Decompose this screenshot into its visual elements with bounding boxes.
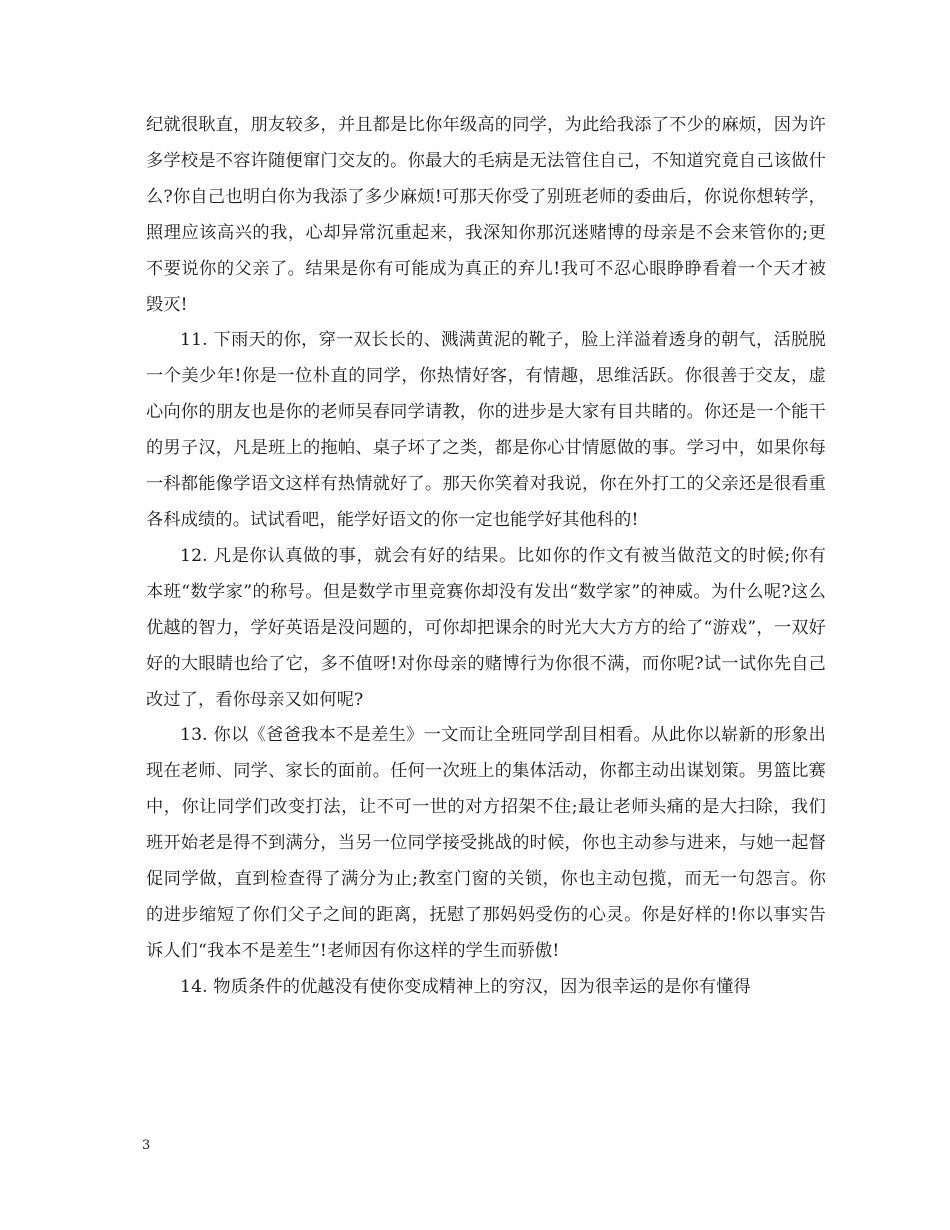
paragraph-item-11: 11. 下雨天的你，穿一双长长的、溅满黄泥的靴子，脸上洋溢着透身的朝气，活脱脱一个美少年!你是一位朴直的同学，你热情好客，有情趣，思维活跃。你很善于交友，虚心向你的朋友也是你的老师吴春同学请教，你的进步是大家有目共睹的。你还是一个能干的男子汉，凡是班上的拖帕、桌子坏了之类，都是你心甘情愿做的事。学习中，如果你每一科都能像学语文这样有热情就好了。那天你笑着对我说，你在外打工的父亲还是很看重各科成绩的。试试看吧，能学好语文的你一定也能学好其他科的! [146,330,826,530]
paragraph-item-14: 14. 物质条件的优越没有使你变成精神上的穷汉，因为很幸运的是你有懂得 [180,976,751,997]
paragraph-continued: 纪就很耿直，朋友较多，并且都是比你年级高的同学，为此给我添了不少的麻烦，因为许多学校是不容许随便窜门交友的。你最大的毛病是无法管住自己，不知道究竟自己该做什么?你自己也明白你为我添了多少麻烦!可那天你受了别班老师的委曲后，你说你想转学，照理应该高兴的我，心却异常沉重起来，我深知你那沉迷赌博的母亲是不会来管你的;更不要说你的父亲了。结果是你有可能成为真正的弃儿!我可不忍心眼睁睁看着一个天才被毁灭! [146,115,826,315]
paragraph-item-13: 13. 你以《爸爸我本不是差生》一文而让全班同学刮目相看。从此你以崭新的形象出现在老师、同学、家长的面前。任何一次班上的集体活动，你都主动出谋划策。男篮比赛中，你让同学们改变打法，让不可一世的对方招架不住;最让老师头痛的是大扫除，我们班开始老是得不到满分，当另一位同学接受挑战的时候，你也主动参与进来，与她一起督促同学做，直到检查得了满分为止;教室门窗的关锁，你也主动包揽，而无一句怨言。你的进步缩短了你们父子之间的距离，抚慰了那妈妈受伤的心灵。你是好样的!你以事实告诉人们“我本不是差生”!老师因有你这样的学生而骄傲! [146,725,826,961]
document-body [146,108,826,1006]
page-number: 3 [142,1138,151,1153]
paragraph-item-12: 12. 凡是你认真做的事，就会有好的结果。比如你的作文有被当做范文的时候;你有本班“数学家”的称号。但是数学市里竞赛你却没有发出“数学家”的神威。为什么呢?这么优越的智力，学好英语是没问题的，可你却把课余的时光大大方方的给了“游戏”，一双好好的大眼睛也给了它，多不值呀!对你母亲的赌博行为你很不满，而你呢?试一试你先自己改过了，看你母亲又如何呢? [146,545,826,710]
